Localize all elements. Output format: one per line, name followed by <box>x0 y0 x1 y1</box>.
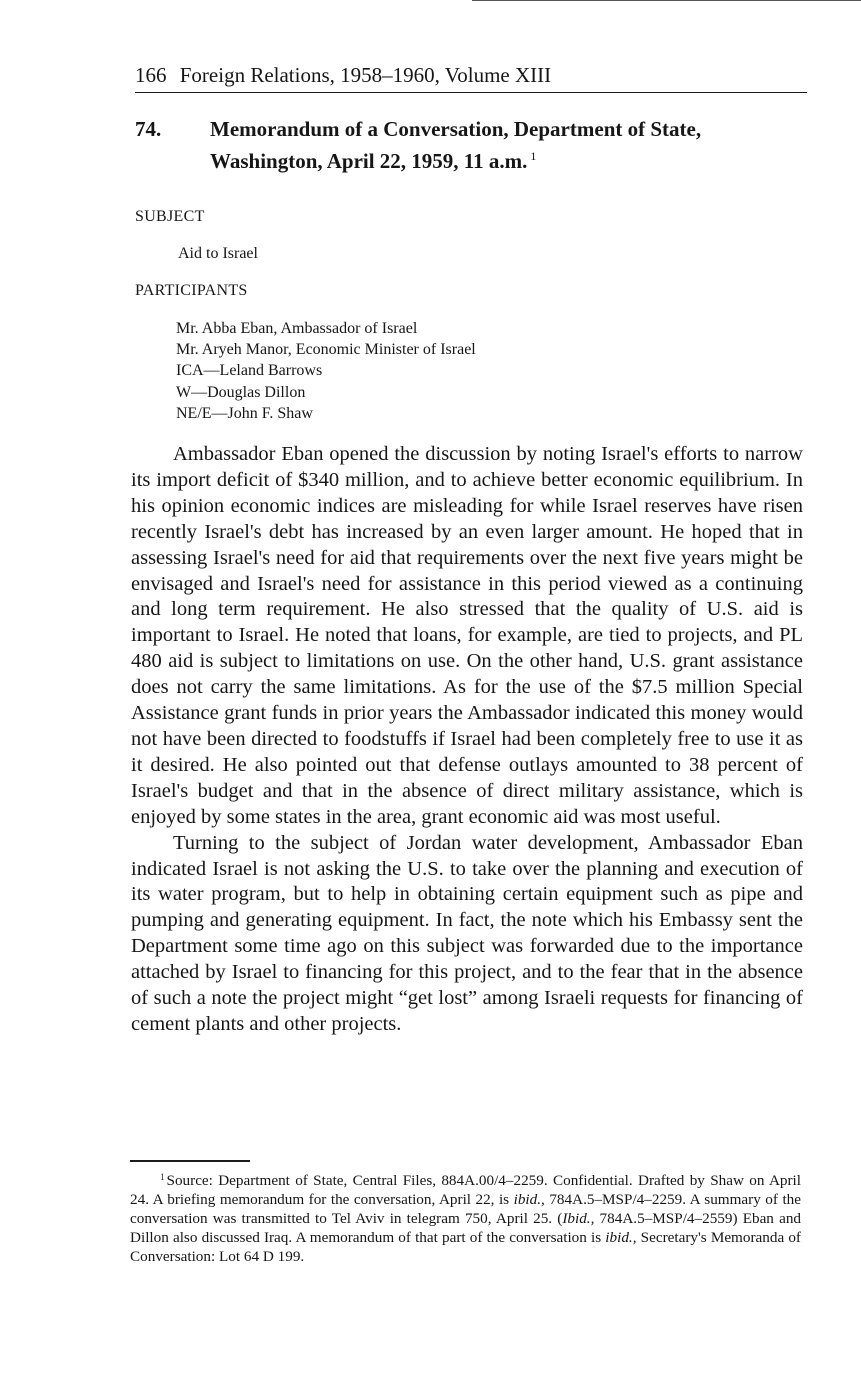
participant-item: NE/E—John F. Shaw <box>176 404 313 422</box>
footnote-marker: 1 <box>160 1172 165 1182</box>
participant-item: ICA—Leland Barrows <box>176 362 323 380</box>
participant-item: W—Douglas Dillon <box>176 383 306 401</box>
participants-label: PARTICIPANTS <box>135 282 248 299</box>
document-title-line-2-text: Washington, April 22, 1959, 11 a.m. <box>210 149 528 173</box>
subject-text: Aid to Israel <box>178 245 258 262</box>
top-edge-rule <box>472 0 861 1</box>
body-paragraph-2: Turning to the subject of Jordan water development, Ambassador Eban indicated Israel is not asking the U.S. to take over the planning and execution of its water program, but to help in obtaining certain equipment such as pipe and pumping and generating equipment. In fact, the note which his Embassy sent the Department some time ago on this subject was forwarded due to the importance attached by Israel to financing for this project, and to the fear that in the absence of such a note the project might “get lost” among Israeli requests for financing of cement plants and other projects. <box>131 831 803 1035</box>
document-title <box>210 116 815 175</box>
title-footnote-marker: 1 <box>530 149 537 163</box>
participant-item: Mr. Aryeh Manor, Economic Minister of Israel <box>176 341 476 359</box>
series-title: Foreign Relations, 1958–1960, Volume XIII <box>179 63 552 87</box>
footnote-ibid-3: ibid., <box>605 1229 637 1246</box>
document-title-line-2 <box>210 143 815 175</box>
footnote-ibid-2: Ibid., <box>562 1210 595 1227</box>
running-head <box>135 60 807 93</box>
footnote-text-4: Secretary's Memoranda of Conversation: Lot 64 D 199. <box>130 1229 801 1265</box>
subject-label: SUBJECT <box>135 208 205 225</box>
footnote-text-3: 784A.5–MSP/4–2559) Eban and Dillon also discussed Iraq. A memorandum of that part of the conversation is <box>130 1210 802 1246</box>
source-footnote <box>130 1168 801 1266</box>
footnote-ibid-1: ibid., <box>513 1191 545 1208</box>
footnote-separator <box>130 1160 250 1162</box>
participant-item: Mr. Abba Eban, Ambassador of Israel <box>176 320 418 337</box>
body-paragraph-1: Ambassador Eban opened the discussion by noting Israel's efforts to narrow its import deficit of $340 million, and to achieve better economic equilibrium. In his opinion economic indices are misleading for while Israel reserves have risen recently Israel's debt has increased by an even larger amount. He hoped that in assessing Israel's need for aid that requirements over the next five years might be envisaged and Israel's need for assistance in this period viewed as a continuing and long term requirement. He also stressed that the quality of U.S. aid is important to Israel. He noted that loans, for example, are tied to projects, and PL 480 aid is subject to limitations on use. On the other hand, U.S. grant assistance does not carry the same limitations. As for the use of the $7.5 million Special Assistance grant funds in prior years the Ambassador indicated this money would not have been directed to foodstuffs if Israel had been completely free to use it as it desired. He also pointed out that defense outlays amounted to 38 percent of Israel's budget and that in the absence of direct military assistance, which is enjoyed by some states in the area, grant economic aid was most useful. <box>131 443 803 828</box>
memorandum-body <box>131 442 803 1038</box>
participants-list <box>176 318 476 424</box>
page-number: 166 <box>135 63 167 87</box>
footnote-text-1: Source: Department of State, Central Files, 884A.00/4–2259. Confidential. Drafted by Shaw on April 24. A briefing memorandum for the conversation, April 22, is <box>130 1172 801 1208</box>
footnote-text-2: 784A.5–MSP/4–2259. A summary of the conversation was transmitted to Tel Aviv in telegram 750, April 25. ( <box>130 1191 801 1227</box>
document-title-line-1: Memorandum of a Conversation, Department of State, <box>210 117 702 141</box>
document-number: 74. <box>135 117 162 141</box>
